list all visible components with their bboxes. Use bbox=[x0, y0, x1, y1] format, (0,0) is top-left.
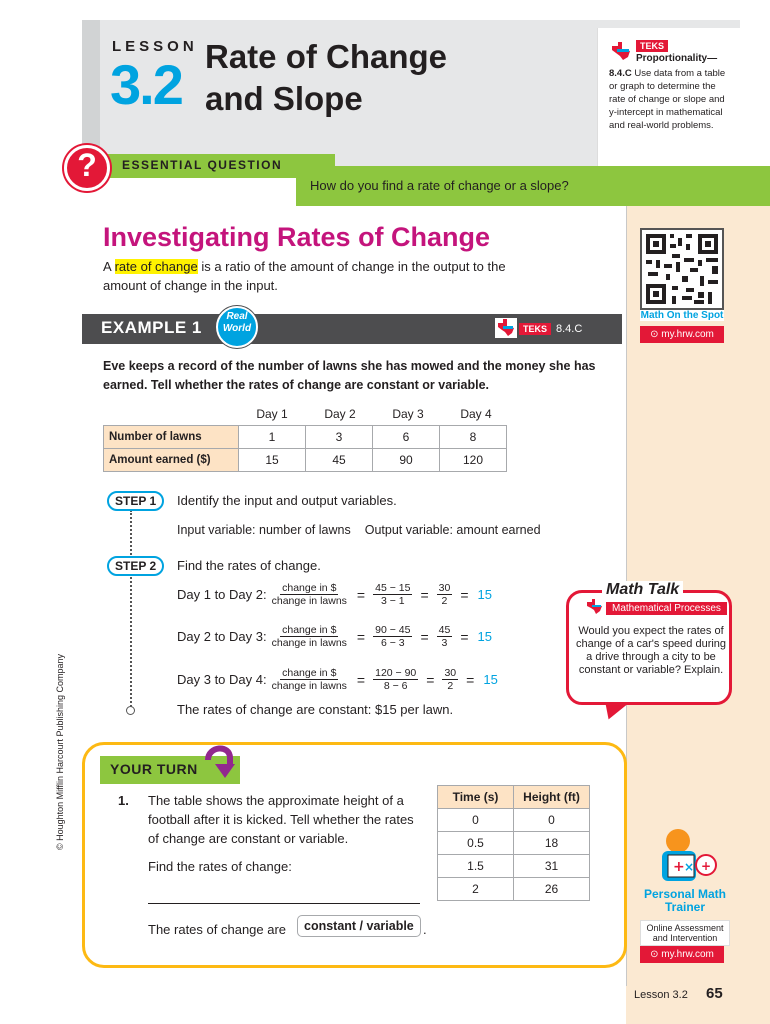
table-cell: 1.5 bbox=[438, 855, 514, 878]
intro-text bbox=[103, 257, 523, 295]
step-connector bbox=[130, 510, 132, 710]
table-cell: 45 bbox=[306, 449, 373, 472]
rate-answer: 15 bbox=[483, 672, 498, 687]
numerator: 45 − 15 bbox=[375, 582, 411, 594]
equals-sign: = bbox=[426, 671, 435, 688]
table-row bbox=[438, 878, 590, 901]
denominator: 3 − 1 bbox=[380, 595, 405, 607]
real-world-text bbox=[216, 311, 258, 335]
table-header-row bbox=[438, 786, 590, 809]
column-header: Day 3 bbox=[392, 407, 424, 421]
rate-answer: 15 bbox=[477, 587, 492, 602]
rate-label: Day 3 to Day 4: bbox=[177, 672, 267, 687]
web-icon: ⊙ bbox=[650, 329, 662, 340]
hrw-link-text: my.hrw.com bbox=[661, 329, 714, 340]
denominator: 8 − 6 bbox=[383, 680, 408, 692]
find-prompt: Find the rates of change: bbox=[148, 859, 292, 874]
math-talk-subtitle: Mathematical Processes bbox=[606, 602, 727, 615]
section-title: Investigating Rates of Change bbox=[103, 222, 491, 252]
teks-description bbox=[609, 67, 734, 132]
math-talk-text: Would you expect the rates of change of a car's speed during a drive through a city to be constant or variable? Explain. bbox=[575, 625, 727, 676]
fraction bbox=[437, 624, 453, 649]
column-header: Day 4 bbox=[460, 407, 492, 421]
row-label: Amount earned ($) bbox=[104, 449, 239, 472]
step-connector-end bbox=[126, 706, 135, 715]
equals-sign: = bbox=[356, 671, 366, 688]
day-header bbox=[238, 407, 510, 421]
essential-question-text: How do you find a rate of change or a slope? bbox=[310, 178, 569, 193]
lesson-number: 3.2 bbox=[110, 53, 182, 116]
conclusion-text: The rates of change are constant: $15 per lawn. bbox=[177, 702, 454, 717]
numerator: 30 bbox=[438, 582, 451, 594]
rate-calculation bbox=[177, 624, 492, 649]
fraction bbox=[270, 667, 349, 692]
real-world-line-2: World bbox=[222, 323, 252, 334]
equals-sign: = bbox=[420, 628, 429, 645]
numerator: 45 bbox=[438, 624, 451, 636]
hrw-link[interactable] bbox=[640, 326, 724, 343]
column-header: Time (s) bbox=[438, 786, 514, 809]
lawns-table bbox=[103, 425, 507, 472]
equals-sign: = bbox=[356, 586, 366, 603]
fraction bbox=[373, 582, 412, 607]
teks-tag: TEKS bbox=[636, 40, 668, 52]
fraction bbox=[270, 582, 349, 607]
denominator: change in lawns bbox=[271, 595, 347, 607]
example-teks-code: 8.4.C bbox=[556, 323, 583, 335]
row-label: Number of lawns bbox=[104, 426, 239, 449]
personal-math-trainer-icon[interactable] bbox=[648, 825, 720, 887]
rate-label: Day 2 to Day 3: bbox=[177, 629, 267, 644]
denominator: 2 bbox=[447, 680, 454, 692]
turn-arrow-icon bbox=[202, 738, 236, 782]
numerator: 90 − 45 bbox=[375, 624, 411, 636]
qr-code-icon[interactable] bbox=[640, 228, 724, 310]
numerator: 30 bbox=[444, 667, 457, 679]
numerator: change in $ bbox=[282, 624, 337, 636]
table-cell: 0 bbox=[514, 809, 590, 832]
denominator: 6 − 3 bbox=[380, 637, 405, 649]
table-cell: 1 bbox=[239, 426, 306, 449]
question-number: 1. bbox=[118, 793, 129, 808]
table-cell: 8 bbox=[440, 426, 507, 449]
table-cell: 18 bbox=[514, 832, 590, 855]
constant-variable-choice[interactable]: constant / variable bbox=[297, 915, 421, 937]
example-teks-tag: TEKS bbox=[519, 323, 551, 335]
column-header: Day 2 bbox=[324, 407, 356, 421]
table-cell: 90 bbox=[373, 449, 440, 472]
equals-sign: = bbox=[460, 628, 469, 645]
denominator: 2 bbox=[441, 595, 448, 607]
input-variable: Input variable: number of lawns bbox=[177, 523, 351, 537]
fraction bbox=[270, 624, 349, 649]
equals-sign: = bbox=[420, 586, 429, 603]
your-turn-label: YOUR TURN bbox=[110, 761, 198, 777]
table-cell: 0.5 bbox=[438, 832, 514, 855]
web-icon: ⊙ bbox=[650, 949, 662, 960]
lesson-word: LESSON bbox=[112, 38, 198, 55]
denominator: change in lawns bbox=[271, 680, 347, 692]
hrw-link-text: my.hrw.com bbox=[661, 949, 714, 960]
table-cell: 26 bbox=[514, 878, 590, 901]
teks-title: Proportionality— bbox=[636, 53, 718, 64]
column-header: Height (ft) bbox=[514, 786, 590, 809]
table-row bbox=[104, 426, 507, 449]
svg-text:+: + bbox=[673, 859, 685, 875]
svg-text:×: × bbox=[684, 860, 695, 874]
rate-answer: 15 bbox=[477, 629, 492, 644]
essential-question-label: ESSENTIAL QUESTION bbox=[122, 158, 283, 172]
hrw-link[interactable] bbox=[640, 946, 724, 963]
copyright: © Houghton Mifflin Harcourt Publishing Company bbox=[55, 653, 65, 850]
equals-sign: = bbox=[466, 671, 475, 688]
denominator: change in lawns bbox=[271, 637, 347, 649]
fraction bbox=[373, 667, 418, 692]
answer-line[interactable] bbox=[148, 903, 420, 904]
table-row bbox=[438, 809, 590, 832]
vocab-term: rate of change bbox=[114, 259, 198, 274]
step-1-text: Identify the input and output variables. bbox=[177, 493, 397, 508]
table-cell: 120 bbox=[440, 449, 507, 472]
real-world-line-1: Real bbox=[226, 311, 248, 322]
table-cell: 3 bbox=[306, 426, 373, 449]
table-row bbox=[438, 832, 590, 855]
texas-flag-icon bbox=[585, 598, 605, 616]
rate-calculation bbox=[177, 582, 492, 607]
step-1-badge: STEP 1 bbox=[107, 491, 164, 511]
numerator: 120 − 90 bbox=[375, 667, 417, 679]
numerator: change in $ bbox=[282, 582, 337, 594]
rate-calculation bbox=[177, 667, 498, 692]
equals-sign: = bbox=[460, 586, 469, 603]
teks-code: 8.4.C bbox=[609, 68, 632, 79]
math-on-the-spot-label[interactable]: Math On the Spot bbox=[640, 310, 724, 321]
example-label: EXAMPLE 1 bbox=[101, 318, 202, 337]
fraction bbox=[373, 624, 412, 649]
period: . bbox=[423, 922, 427, 937]
table-cell: 2 bbox=[438, 878, 514, 901]
table-cell: 15 bbox=[239, 449, 306, 472]
personal-math-trainer-subtitle: Online Assessment and Intervention bbox=[640, 920, 730, 946]
equals-sign: = bbox=[356, 628, 366, 645]
rate-label: Day 1 to Day 2: bbox=[177, 587, 267, 602]
column-header: Day 1 bbox=[256, 407, 288, 421]
table-cell: 31 bbox=[514, 855, 590, 878]
football-table bbox=[437, 785, 590, 901]
table-cell: 0 bbox=[438, 809, 514, 832]
page-number: 65 bbox=[706, 985, 723, 1002]
texas-flag-icon bbox=[608, 40, 634, 62]
problem-text: Eve keeps a record of the number of lawns she has mowed and the money she has earned. Tell whether the rates of change are constant or variable. bbox=[103, 359, 596, 392]
lesson-title: Rate of Change and Slope bbox=[205, 38, 448, 117]
intro-before: A bbox=[103, 259, 115, 274]
texas-flag-icon bbox=[495, 318, 517, 338]
fraction bbox=[437, 582, 453, 607]
svg-text:+: + bbox=[701, 859, 712, 873]
step-2-text: Find the rates of change. bbox=[177, 558, 321, 573]
table-cell: 6 bbox=[373, 426, 440, 449]
intro-after: is a ratio of the amount of change in the output to the amount of change in the input. bbox=[103, 259, 506, 293]
variables-text bbox=[177, 523, 541, 537]
rates-are-text: The rates of change are bbox=[148, 922, 287, 937]
fraction bbox=[442, 667, 458, 692]
math-talk-title: Math Talk bbox=[602, 581, 683, 599]
table-row bbox=[438, 855, 590, 878]
denominator: 3 bbox=[441, 637, 448, 649]
teks-description-text: Use data from a table or graph to determine the rate of change or slope and y-intercept in mathematical and real-world problems. bbox=[609, 68, 726, 131]
step-2-badge: STEP 2 bbox=[107, 556, 164, 576]
personal-math-trainer-title[interactable]: Personal Math Trainer bbox=[643, 887, 727, 914]
numerator: change in $ bbox=[282, 667, 337, 679]
question-text: The table shows the approximate height of a football after it is kicked. Tell whether the rates of change are constant or variable. bbox=[148, 793, 414, 846]
footer-lesson: Lesson 3.2 bbox=[634, 989, 688, 1001]
question-mark-glyph: ? bbox=[77, 147, 97, 183]
output-variable: Output variable: amount earned bbox=[364, 523, 541, 537]
table-row bbox=[104, 449, 507, 472]
